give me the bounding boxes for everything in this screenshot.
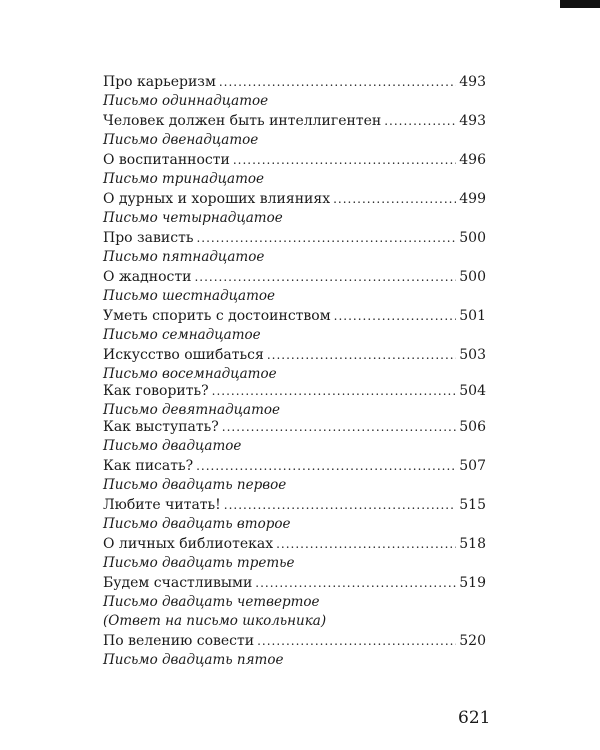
toc-entry — [103, 73, 486, 111]
toc-entry — [103, 112, 486, 150]
dot-leader — [212, 382, 457, 401]
toc-entry — [103, 535, 486, 573]
dot-leader — [257, 632, 456, 651]
toc-page-number: 493 — [459, 113, 486, 129]
toc-subtitle: Письмо четырнадцатое — [103, 210, 283, 226]
toc-entry — [103, 418, 486, 456]
toc-page-number: 519 — [459, 575, 486, 591]
toc-page-number: 520 — [459, 633, 486, 649]
toc-page-number: 518 — [459, 536, 486, 552]
toc-subtitle: Письмо тринадцатое — [103, 171, 265, 187]
toc-page-number: 500 — [459, 230, 486, 246]
toc-title: О воспитанности — [103, 152, 230, 168]
toc-subtitle: Письмо семнадцатое — [103, 327, 261, 343]
toc-page-number: 507 — [459, 458, 486, 474]
toc-subtitle: Письмо двадцать первое — [103, 477, 287, 493]
toc-entry — [103, 151, 486, 189]
dot-leader — [333, 190, 456, 209]
toc-subtitle: Письмо одиннадцатое — [103, 93, 269, 109]
toc-entry — [103, 346, 486, 384]
toc-title: Про зависть — [103, 230, 194, 246]
toc-title: Как писать? — [103, 458, 194, 474]
toc-page-number: 515 — [459, 497, 486, 513]
toc-page-number: 496 — [459, 152, 486, 168]
dot-leader — [384, 112, 456, 131]
dot-leader — [276, 535, 456, 554]
toc-page-number: 503 — [459, 347, 486, 363]
toc-title: Искусство ошибаться — [103, 347, 264, 363]
toc-page-number: 499 — [459, 191, 486, 207]
toc-page-number: 500 — [459, 269, 486, 285]
toc-subtitle: Письмо девятнадцатое — [103, 402, 281, 418]
toc-title: Любите читать! — [103, 497, 221, 513]
dot-leader — [233, 151, 456, 170]
dot-leader — [267, 346, 456, 365]
toc-entry — [103, 307, 486, 345]
toc-title: О дурных и хороших влияниях — [103, 191, 331, 207]
toc-title: Про карьеризм — [103, 74, 216, 90]
toc-page-number: 504 — [459, 383, 486, 399]
toc-subtitle: Письмо двадцать четвертое — [103, 594, 320, 610]
table-of-contents — [103, 73, 486, 670]
toc-page-number: 501 — [459, 308, 486, 324]
dot-leader — [194, 268, 456, 287]
dot-leader — [334, 307, 457, 326]
dot-leader — [224, 496, 456, 515]
toc-entry — [103, 496, 486, 534]
toc-subtitle: Письмо двенадцатое — [103, 132, 259, 148]
toc-entry — [103, 632, 486, 670]
toc-entry — [103, 268, 486, 306]
toc-entry — [103, 190, 486, 228]
dot-leader — [222, 418, 456, 437]
toc-title: Уметь спорить с достоинством — [103, 308, 331, 324]
toc-entry — [103, 229, 486, 267]
toc-subtitle: Письмо шестнадцатое — [103, 288, 276, 304]
dot-leader — [255, 574, 456, 593]
toc-entry — [103, 382, 486, 420]
toc-subtitle: Письмо пятнадцатое — [103, 249, 265, 265]
toc-page-number: 506 — [459, 419, 486, 435]
toc-subtitle-note: (Ответ на письмо школьника) — [103, 613, 327, 629]
toc-entry — [103, 574, 486, 631]
dot-leader — [196, 229, 456, 248]
toc-subtitle: Письмо восемнадцатое — [103, 366, 277, 382]
toc-title: Будем счастливыми — [103, 575, 253, 591]
toc-subtitle: Письмо двадцать третье — [103, 555, 295, 571]
toc-title: Человек должен быть интеллигентен — [103, 113, 382, 129]
toc-title: О жадности — [103, 269, 192, 285]
toc-title: По велению совести — [103, 633, 255, 649]
toc-subtitle: Письмо двадцать второе — [103, 516, 291, 532]
dot-leader — [196, 457, 456, 476]
page-number: 621 — [458, 708, 491, 728]
toc-entry — [103, 457, 486, 495]
toc-page-number: 493 — [459, 74, 486, 90]
toc-subtitle: Письмо двадцатое — [103, 438, 242, 454]
corner-mark — [560, 0, 600, 8]
toc-title: О личных библиотеках — [103, 536, 274, 552]
dot-leader — [219, 73, 456, 92]
toc-title: Как выступать? — [103, 419, 219, 435]
toc-subtitle: Письмо двадцать пятое — [103, 652, 284, 668]
toc-title: Как говорить? — [103, 383, 209, 399]
